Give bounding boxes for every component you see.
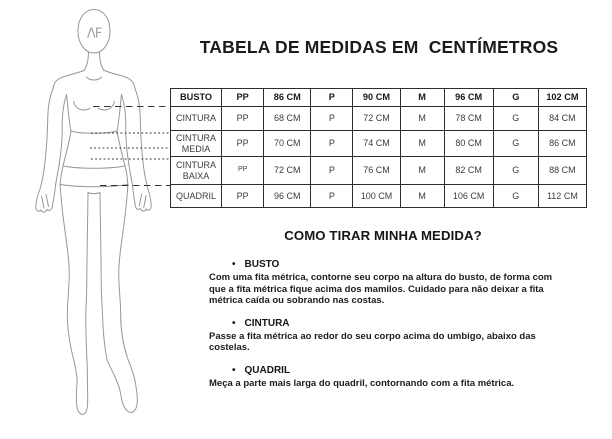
instruction-label: BUSTO: [244, 259, 280, 270]
measurement-value-cell: 82 CM: [444, 157, 493, 185]
measurement-value-cell: 78 CM: [444, 107, 493, 131]
measurement-value-cell: 70 CM: [264, 131, 311, 157]
bullet-icon: •: [232, 364, 236, 376]
section-heading: COMO TIRAR MINHA MEDIDA?: [284, 228, 482, 243]
row-label-cell: CINTURA BAIXA: [171, 157, 222, 185]
measurement-value-cell: 80 CM: [444, 131, 493, 157]
measurement-value-cell: 88 CM: [538, 157, 586, 185]
instruction-list: [209, 259, 557, 389]
measurement-value-cell: 72 CM: [353, 107, 400, 131]
row-label-cell: QUADRIL: [171, 185, 222, 208]
size-code-cell: G: [493, 157, 538, 185]
croquis-body: [36, 10, 151, 415]
measurement-value-cell: 72 CM: [264, 157, 311, 185]
bullet-icon: •: [232, 317, 236, 329]
size-code-cell: P: [311, 131, 353, 157]
how-to-measure-section: [209, 228, 557, 400]
size-code-cell: PP: [222, 157, 264, 185]
instruction-text: Meça a parte mais larga do quadril, contornando com a fita métrica.: [209, 377, 515, 389]
table-row: [171, 185, 587, 208]
brand-logo: ΛF: [86, 26, 102, 42]
measurement-value-cell: 68 CM: [264, 107, 311, 131]
size-code-cell: G: [493, 185, 538, 208]
bullet-icon: •: [232, 259, 236, 270]
measurement-value-cell: 106 CM: [444, 185, 493, 208]
measurement-value-cell: 100 CM: [353, 185, 400, 208]
measurement-value-cell: 112 CM: [538, 185, 586, 208]
table-row: [171, 107, 587, 131]
size-code-cell: M: [400, 89, 444, 107]
size-code-cell: PP: [222, 107, 264, 131]
table-row: [171, 157, 587, 185]
instruction-item-header: [209, 318, 557, 329]
row-label-cell: CINTURA MEDIA: [171, 131, 222, 157]
table-row: [171, 131, 587, 157]
instruction-text: Passe a fita métrica ao redor do seu corpo acima do umbigo, abaixo das costelas.: [209, 330, 536, 354]
instruction-item: [209, 318, 557, 354]
page-title: TABELA DE MEDIDAS EM CENTÍMETROS: [199, 37, 559, 57]
row-label-cell: BUSTO: [171, 89, 222, 107]
instruction-label: CINTURA: [244, 317, 290, 329]
instruction-label: QUADRIL: [244, 364, 291, 376]
measurement-value-cell: 102 CM: [538, 89, 586, 107]
measurement-value-cell: 90 CM: [353, 89, 400, 107]
instruction-item: [209, 365, 557, 390]
size-code-cell: P: [311, 157, 353, 185]
measurement-value-cell: 74 CM: [353, 131, 400, 157]
size-code-cell: PP: [222, 89, 264, 107]
instruction-item-header: [209, 365, 557, 376]
measurement-value-cell: 96 CM: [444, 89, 493, 107]
size-code-cell: G: [493, 89, 538, 107]
size-code-cell: M: [400, 107, 444, 131]
size-code-cell: G: [493, 107, 538, 131]
size-table-body: [171, 89, 587, 208]
measurement-value-cell: 76 CM: [353, 157, 400, 185]
size-table: [170, 88, 587, 208]
size-code-cell: PP: [222, 185, 264, 208]
row-label-cell: CINTURA: [171, 107, 222, 131]
size-code-cell: M: [400, 157, 444, 185]
size-code-cell: M: [400, 131, 444, 157]
measurement-value-cell: 96 CM: [264, 185, 311, 208]
size-code-cell: PP: [222, 131, 264, 157]
size-code-cell: P: [311, 185, 353, 208]
measurement-value-cell: 86 CM: [538, 131, 586, 157]
instruction-item-header: [209, 259, 557, 270]
measurement-value-cell: 84 CM: [538, 107, 586, 131]
measurement-value-cell: 86 CM: [264, 89, 311, 107]
instruction-item: [209, 259, 557, 307]
size-code-cell: M: [400, 185, 444, 208]
size-code-cell: G: [493, 131, 538, 157]
instruction-text: Com uma fita métrica, contorne seu corpo na altura do busto, de forma com que a fita métrica fique acima dos mamilos. Cuidado para não deixar a fita métrica caída ou sobrando nas costas.: [209, 272, 553, 307]
size-code-cell: P: [311, 107, 353, 131]
size-code-cell: P: [311, 89, 353, 107]
table-row: [171, 89, 587, 107]
